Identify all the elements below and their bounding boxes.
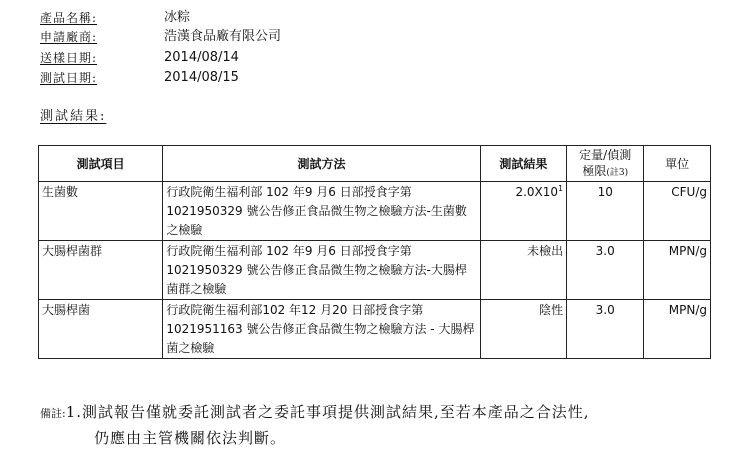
row-limit: 10 xyxy=(567,182,644,241)
remarks-text-1: 1.測試報告僅就委託測試者之委託事項提供測試結果,至若本產品之合法性, xyxy=(65,403,590,421)
remarks-line1 xyxy=(40,400,720,426)
row-unit: MPN/g xyxy=(644,241,711,300)
row-unit: MPN/g xyxy=(644,300,711,359)
row-result-base: 未檢出 xyxy=(527,244,564,258)
results-section-title: 測試結果: xyxy=(40,109,107,124)
row-item: 生菌數 xyxy=(39,182,163,241)
row-method: 行政院衛生福利部 102 年9 月6 日部授食字第 1021950329 號公告修正食品微生物之檢驗方法-大腸桿菌群之檢驗 xyxy=(163,241,480,300)
row-result xyxy=(480,300,566,359)
table-row xyxy=(39,241,711,300)
remarks xyxy=(40,400,720,450)
row-item: 大腸桿菌群 xyxy=(39,241,163,300)
row-result xyxy=(480,182,566,241)
test-date-value: 2014/08/15 xyxy=(164,70,239,85)
header-result: 測試結果 xyxy=(480,146,566,182)
product-name-label: 產品名稱: xyxy=(40,11,98,25)
table-header-row xyxy=(39,146,711,182)
table-row xyxy=(39,182,711,241)
row-result-base: 陰性 xyxy=(539,303,564,317)
row-result-exponent: 1 xyxy=(558,184,564,193)
header-limit xyxy=(567,146,644,182)
row-unit: CFU/g xyxy=(644,182,711,241)
row-result xyxy=(480,241,566,300)
header-limit-line1: 定量/偵測 xyxy=(579,147,632,162)
row-method: 行政院衛生福利部 102 年9 月6 日部授食字第 1021950329 號公告修正食品微生物之檢驗方法-生菌數之檢驗 xyxy=(163,182,480,241)
row-result-base: 2.0X10 xyxy=(515,185,559,199)
header-unit: 單位 xyxy=(644,146,711,182)
row-method: 行政院衛生福利部102 年12 月20 日部授食字第 1021951163 號公告修正食品微生物之檢驗方法 - 大腸桿菌之檢驗 xyxy=(163,300,480,359)
remarks-line2: 仍應由主管機關依法判斷。 xyxy=(94,429,287,447)
header-limit-note: (註3) xyxy=(606,167,629,178)
sample-date-value: 2014/08/14 xyxy=(164,50,239,65)
row-limit: 3.0 xyxy=(567,241,644,300)
row-item: 大腸桿菌 xyxy=(39,300,163,359)
row-limit: 3.0 xyxy=(567,300,644,359)
product-name-value: 冰粽 xyxy=(164,10,191,25)
applicant-label: 申請廠商: xyxy=(40,30,98,44)
table-row xyxy=(39,300,711,359)
sample-date-label: 送樣日期: xyxy=(40,51,98,65)
test-date-label: 測試日期: xyxy=(40,71,98,85)
remarks-prefix: 備註: xyxy=(40,407,66,420)
header-limit-line2: 極限 xyxy=(582,163,607,178)
header-item: 測試項目 xyxy=(39,146,163,182)
results-table xyxy=(38,145,711,359)
header-method: 測試方法 xyxy=(163,146,480,182)
applicant-value: 浩漢食品廠有限公司 xyxy=(164,29,282,44)
